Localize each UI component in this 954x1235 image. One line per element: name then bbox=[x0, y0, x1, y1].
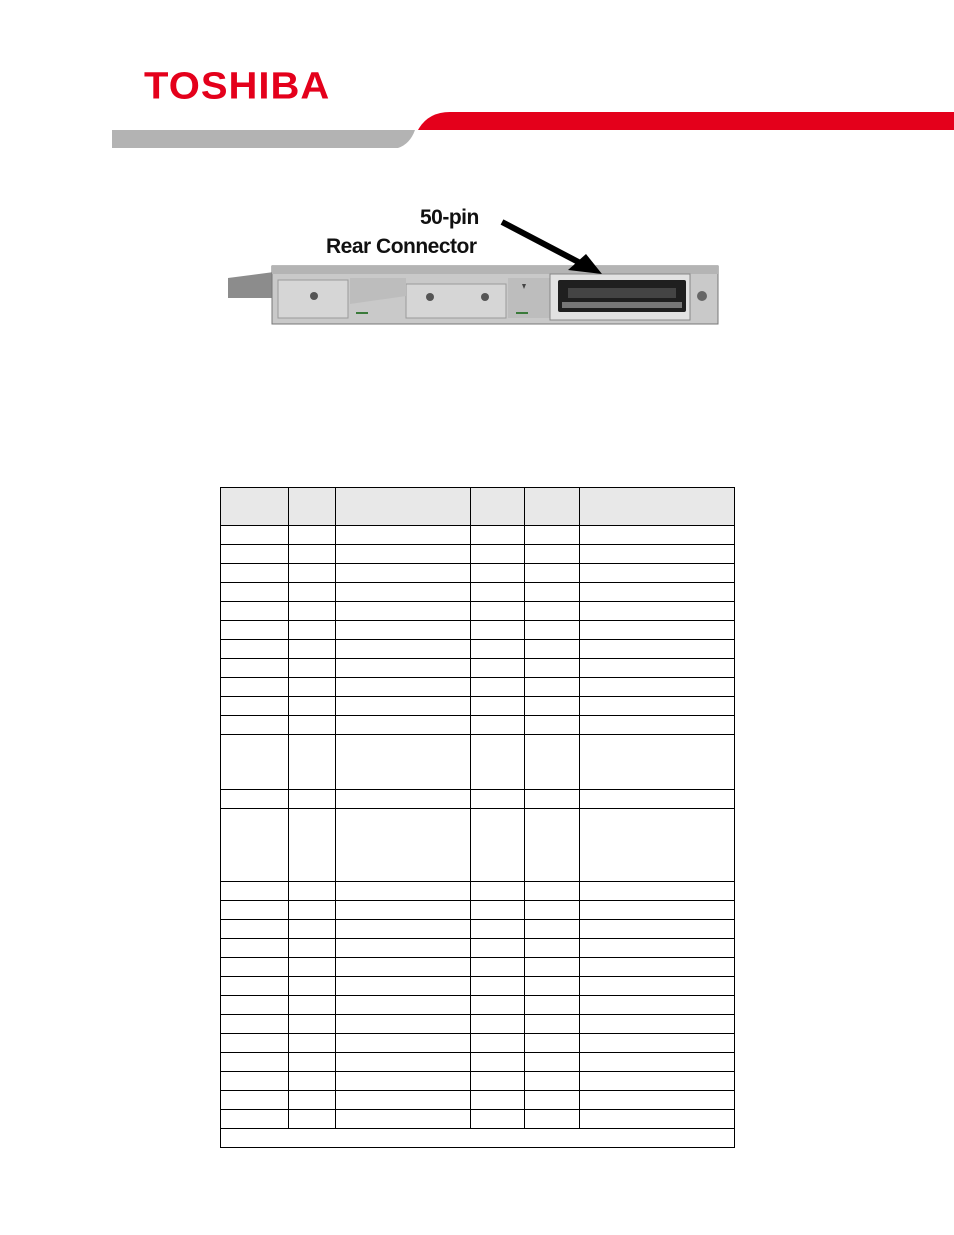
table-footer-row bbox=[221, 1129, 735, 1148]
header-band bbox=[0, 108, 954, 152]
table-header-cell bbox=[221, 488, 289, 526]
drive-bezel-lip bbox=[228, 272, 274, 298]
table-header-cell bbox=[336, 488, 471, 526]
screw-hole bbox=[481, 293, 489, 301]
table-row bbox=[221, 790, 735, 809]
table-header-cell bbox=[471, 488, 525, 526]
screw-hole bbox=[310, 292, 318, 300]
table-row bbox=[221, 735, 735, 790]
table-row bbox=[221, 564, 735, 583]
table-row bbox=[221, 1091, 735, 1110]
header-band-red bbox=[418, 112, 954, 130]
table-row bbox=[221, 1110, 735, 1129]
table-row bbox=[221, 1015, 735, 1034]
table-row bbox=[221, 882, 735, 901]
table-row bbox=[221, 526, 735, 545]
table-row bbox=[221, 939, 735, 958]
table-header-cell bbox=[580, 488, 735, 526]
screw-hole bbox=[426, 293, 434, 301]
table-row bbox=[221, 996, 735, 1015]
table-header-cell bbox=[289, 488, 336, 526]
table-row bbox=[221, 621, 735, 640]
table-row bbox=[221, 901, 735, 920]
table-row bbox=[221, 545, 735, 564]
arrow-icon bbox=[502, 222, 586, 266]
table-row bbox=[221, 640, 735, 659]
table-row bbox=[221, 809, 735, 882]
table-row bbox=[221, 678, 735, 697]
table-row bbox=[221, 1034, 735, 1053]
table-body bbox=[221, 526, 735, 1148]
table-header-row bbox=[221, 488, 735, 526]
screw-hole bbox=[697, 291, 707, 301]
table-row bbox=[221, 1053, 735, 1072]
table-row bbox=[221, 583, 735, 602]
table-row bbox=[221, 1072, 735, 1091]
pin-assignment-table bbox=[220, 487, 735, 1148]
table-row bbox=[221, 958, 735, 977]
connector-label-pin-count: 50-pin bbox=[420, 206, 479, 229]
connector-label-name: Rear Connector bbox=[326, 235, 477, 258]
table-row bbox=[221, 659, 735, 678]
table-row bbox=[221, 920, 735, 939]
table-header-cell bbox=[525, 488, 580, 526]
toshiba-logo: TOSHIBA bbox=[144, 65, 331, 107]
table-row bbox=[221, 697, 735, 716]
table-row bbox=[221, 716, 735, 735]
table-row bbox=[221, 602, 735, 621]
header-band-gray bbox=[112, 130, 415, 148]
table-row bbox=[221, 977, 735, 996]
